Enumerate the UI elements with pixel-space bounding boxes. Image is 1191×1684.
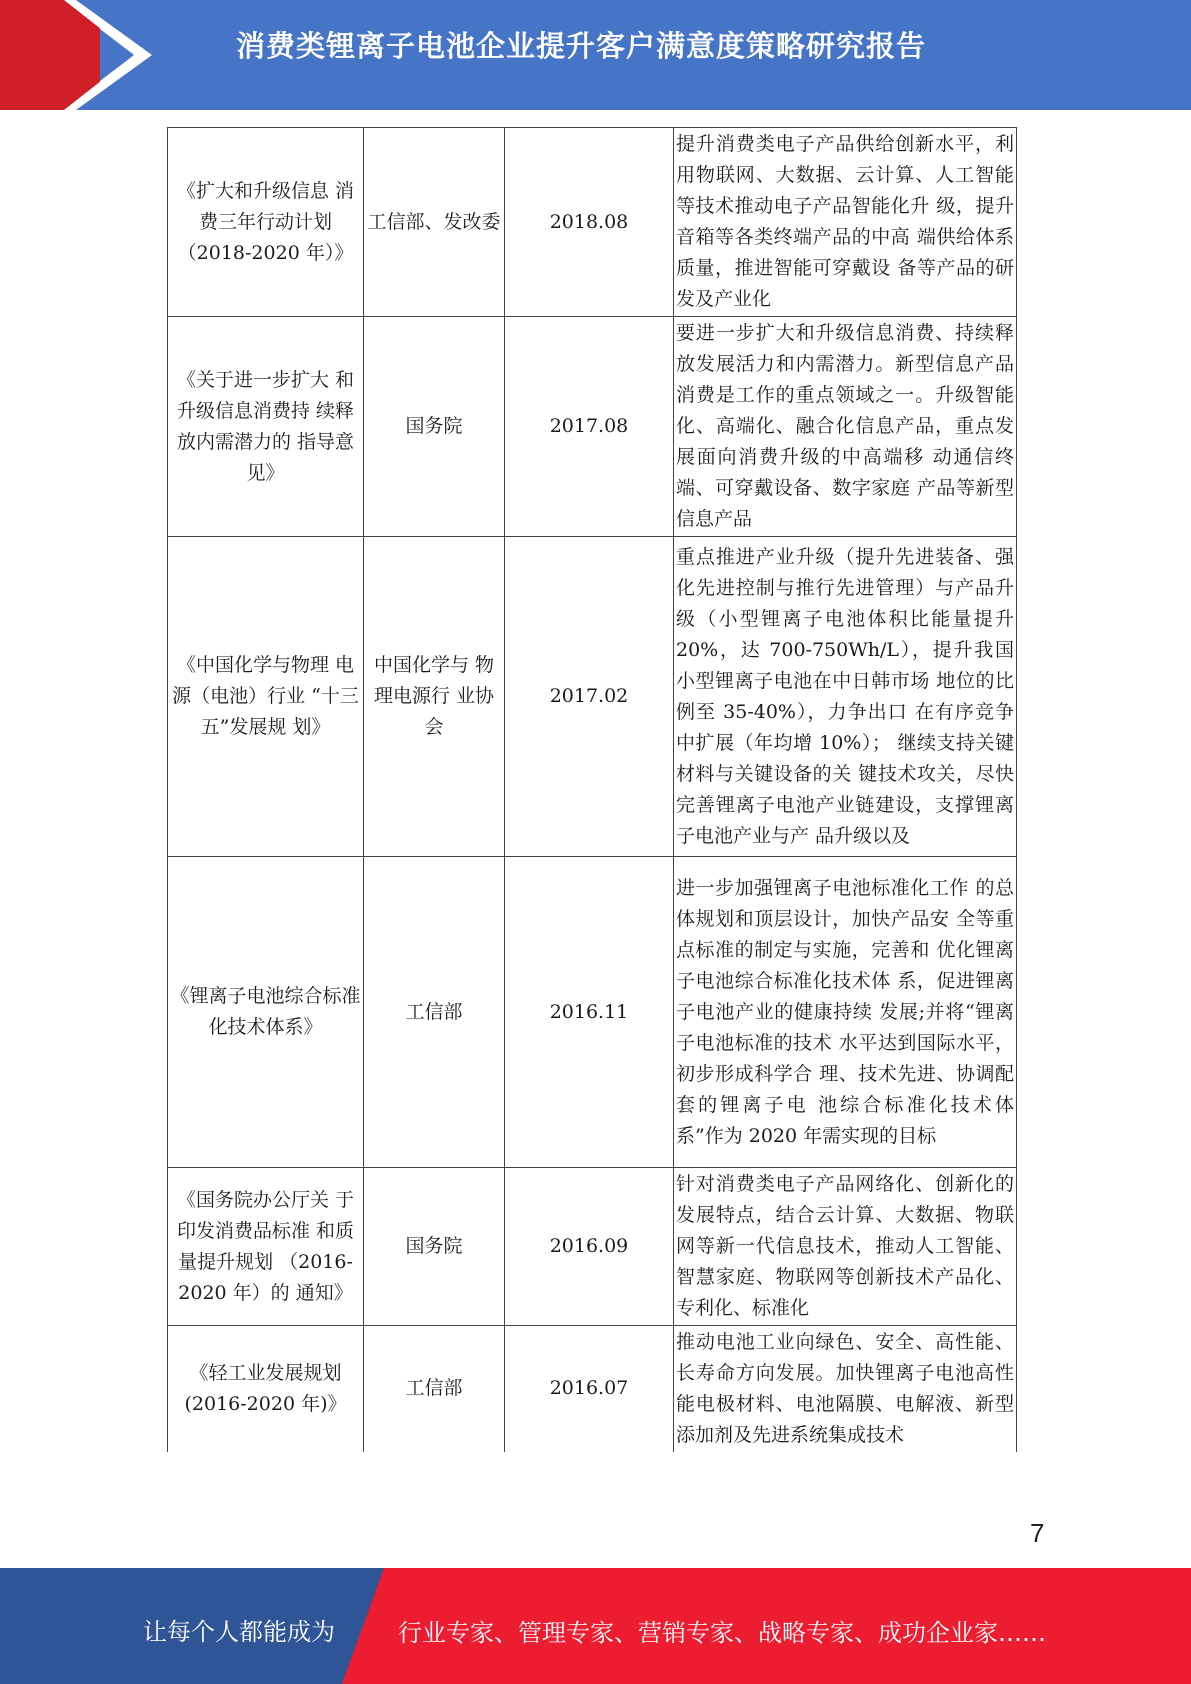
issue-date: 2017.02 <box>505 537 674 857</box>
issue-date: 2016.09 <box>505 1168 674 1326</box>
issue-date: 2016.11 <box>505 857 674 1168</box>
footer-banner <box>0 1568 1191 1684</box>
footer-slogan-left: 让每个人都能成为 <box>143 1618 335 1646</box>
issuing-department: 工信部 <box>364 1326 505 1452</box>
table-row <box>168 317 1017 537</box>
policy-description: 推动电池工业向绿色、安全、高性能、长寿命方向发展。加快锂离子电池高性能电极材料、电池隔膜、电解液、新型添加剂及先进系统集成技术 <box>674 1326 1017 1452</box>
issue-date: 2016.07 <box>505 1326 674 1452</box>
issuing-department: 国务院 <box>364 1168 505 1326</box>
policy-name: 《锂离子电池综合标准化技术体系》 <box>168 857 364 1168</box>
policy-description: 针对消费类电子产品网络化、创新化的发展特点，结合云计算、大数据、物联网等新一代信息技术，推动人工智能、智慧家庭、物联网等创新技术产品化、专利化、标准化 <box>674 1168 1017 1326</box>
policy-description: 重点推进产业升级（提升先进装备、强化先进控制与推行先进管理）与产品升级（小型锂离子电池体积比能量提升 20%，达 700-750Wh/L），提升我国小型锂离子电池在中日韩市场 地位的比例至 35-40%），力争出口 在有序竞争中扩展（年均增 10%）； 继续支持关键材料与关键设备的关 键技术攻关，尽快完善锂离子电池产业链建设，支撑锂离子电池产业与产 品升级以及 <box>674 537 1017 857</box>
policy-name: 《中国化学与物理 电源（电池）行业 “十三五”发展规 划》 <box>168 537 364 857</box>
footer-slogan-right: 行业专家、管理专家、营销专家、战略专家、成功企业家…… <box>398 1619 1046 1647</box>
issuing-department: 国务院 <box>364 317 505 537</box>
issuing-department: 中国化学与 物理电源行 业协会 <box>364 537 505 857</box>
policy-description: 要进一步扩大和升级信息消费、持续释放发展活力和内需潜力。新型信息产品消费是工作的重点领域之一。升级智能化、高端化、融合化信息产品，重点发展面向消费升级的中高端移 动通信终端、可穿戴设备、数字家庭 产品等新型信息产品 <box>674 317 1017 537</box>
policy-name: 《关于进一步扩大 和升级信息消费持 续释放内需潜力的 指导意见》 <box>168 317 364 537</box>
policy-description: 进一步加强锂离子电池标准化工作 的总体规划和顶层设计，加快产品安 全等重点标准的制定与实施，完善和 优化锂离子电池综合标准化技术体 系，促进锂离子电池产业的健康持续 发展;并将“锂离子电池标准的技术 水平达到国际水平，初步形成科学合 理、技术先进、协调配套的锂离子电 池综合标准化技术体系”作为 2020 年需实现的目标 <box>674 857 1017 1168</box>
policy-description: 提升消费类电子产品供给创新水平，利用物联网、大数据、云计算、人工智能等技术推动电子产品智能化升 级，提升音箱等各类终端产品的中高 端供给体系质量，推进智能可穿戴设 备等产品的研发及产业化 <box>674 128 1017 317</box>
red-arrow-decoration <box>0 0 100 110</box>
policy-name: 《国务院办公厅关 于印发消费品标准 和质量提升规划 （2016-2020 年）的 通知》 <box>168 1168 364 1326</box>
policy-name: 《轻工业发展规划(2016-2020 年)》 <box>168 1326 364 1452</box>
policy-table <box>167 127 1017 1452</box>
issue-date: 2017.08 <box>505 317 674 537</box>
issuing-department: 工信部 <box>364 857 505 1168</box>
table-row <box>168 1168 1017 1326</box>
issue-date: 2018.08 <box>505 128 674 317</box>
policy-name: 《扩大和升级信息 消费三年行动计划（2018-2020 年）》 <box>168 128 364 317</box>
page-number: 7 <box>1030 1518 1045 1548</box>
issuing-department: 工信部、发改委 <box>364 128 505 317</box>
table-row <box>168 537 1017 857</box>
table-row <box>168 857 1017 1168</box>
table-row <box>168 128 1017 317</box>
report-title: 消费类锂离子电池企业提升客户满意度策略研究报告 <box>236 29 927 63</box>
header-banner <box>0 0 1191 110</box>
table-row <box>168 1326 1017 1452</box>
